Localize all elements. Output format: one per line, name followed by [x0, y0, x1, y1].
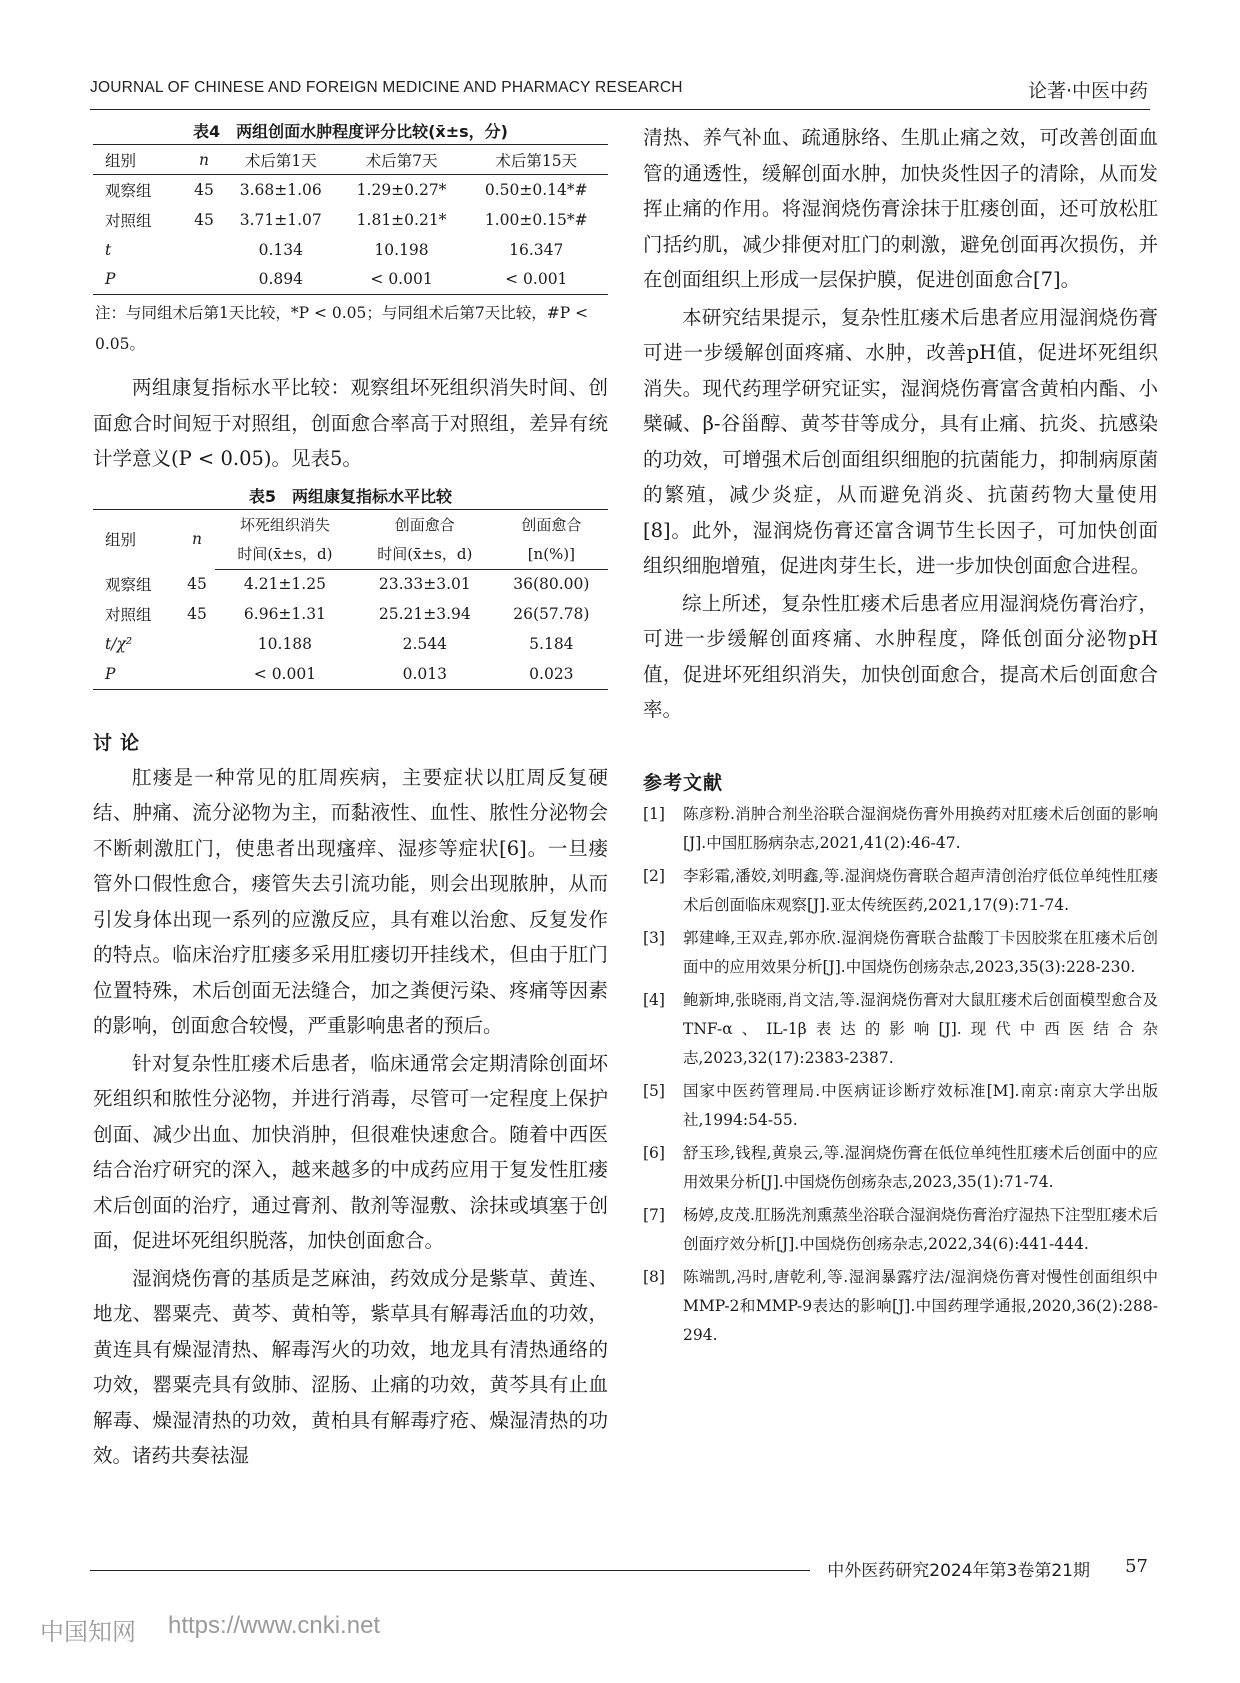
reference-number: [7]: [643, 1205, 665, 1224]
table-cell: 0.134: [258, 240, 303, 259]
table-row: [93, 659, 608, 689]
table-5-header-cell: 创面愈合: [521, 515, 582, 534]
discussion-continued-paragraph: 清热、养气补血、疏通脉络、生肌止痛之效，可改善创面血管的通透性，缓解创面水肿，加快炎性因子的清除，从而发挥止痛的作用。将湿润烧伤膏涂抹于肛瘘创面，还可放松肛门括约肌，减少排便对肛门的刺激，避免创面再次损伤，并在创面组织上形成一层保护膜，促进创面愈合[7]。: [643, 126, 1158, 291]
reference-item: [643, 986, 1158, 1073]
table-5-header-cell: n: [192, 530, 202, 549]
table-4-header-cell: 组别: [93, 145, 185, 175]
reference-text: 李彩霜,潘姣,刘明鑫,等.湿润烧伤膏联合超声清创治疗低位单纯性肛瘘术后创面临床观察[J].亚太传统医药,2021,17(9):71-74.: [683, 866, 1158, 914]
table-cell: < 0.001: [253, 664, 317, 683]
table-cell: [179, 659, 215, 689]
table-cell: 对照组: [105, 211, 152, 230]
reference-number: [2]: [643, 866, 665, 885]
table-cell: 0.50±0.14*#: [484, 180, 588, 199]
table-cell: 4.21±1.25: [243, 575, 326, 594]
reference-text: 杨婷,皮茂.肛肠洗剂熏蒸坐浴联合湿润烧伤膏治疗湿热下注型肛瘘术后创面疗效分析[J].中国烧伤创疡杂志,2022,34(6):441-444.: [683, 1205, 1158, 1253]
table-cell: 16.347: [509, 240, 564, 259]
table-cell: < 0.001: [505, 270, 568, 289]
reference-number: [1]: [643, 804, 665, 823]
table-5-header-cell: 创面愈合: [394, 515, 455, 534]
table-cell: 6.96±1.31: [243, 605, 326, 623]
reference-text: 郭建峰,王双垚,郭亦欣.湿润烧伤膏联合盐酸丁卡因胶浆在肛瘘术后创面中的应用效果分析[J].中国烧伤创疡杂志,2023,35(3):228-230.: [683, 928, 1158, 976]
reference-number: [6]: [643, 1143, 665, 1162]
table-cell: 25.21±3.94: [378, 605, 471, 623]
table-cell: 3.71±1.07: [239, 210, 322, 229]
journal-name: JOURNAL OF CHINESE AND FOREIGN MEDICINE AND PHARMACY RESEARCH: [90, 79, 683, 96]
results-paragraph: 两组康复指标水平比较：观察组坏死组织消失时间、创面愈合时间短于对照组，创面愈合率高于对照组，差异有统计学意义(P < 0.05)。见表5。: [93, 376, 608, 470]
reference-text: 鲍新坤,张晓雨,肖文洁,等.湿润烧伤膏对大鼠肛瘘术后创面模型愈合及TNF-α、IL-1β表达的影响[J].现代中西医结合杂志,2023,32(17):2383-2387.: [683, 990, 1158, 1067]
reference-item: [643, 1139, 1158, 1197]
table-4-header-cell: 术后第15天: [465, 145, 608, 175]
reference-item: [643, 1201, 1158, 1259]
reference-number: [5]: [643, 1081, 665, 1100]
table-4-header-cell: n: [185, 145, 223, 175]
table-row: [93, 265, 608, 295]
references-heading: 参考文献: [643, 771, 724, 794]
table-row: [93, 235, 608, 265]
table-cell: 1.81±0.21*: [356, 210, 447, 229]
reference-text: 陈端凯,冯时,唐乾利,等.湿润暴露疗法/湿润烧伤膏对慢性创面组织中MMP-2和MMP-9表达的影响[J].中国药理学通报,2020,36(2):288-294.: [683, 1267, 1158, 1344]
table-5: [93, 485, 608, 690]
table-row: [93, 629, 608, 659]
discussion-heading: 讨论: [93, 731, 148, 754]
reference-item: [643, 924, 1158, 982]
footer-rule: [90, 1570, 810, 1571]
running-header: [90, 76, 1150, 110]
table-cell: 观察组: [105, 576, 152, 594]
reference-number: [8]: [643, 1267, 665, 1286]
table-5-header-cell: [n(%)]: [495, 539, 608, 569]
watermark-site: 中国知网: [40, 1618, 136, 1646]
table-cell: 5.184: [529, 635, 574, 653]
reference-text: 国家中医药管理局.中医病证诊断疗效标准[M].南京:南京大学出版社,1994:54-55.: [683, 1081, 1158, 1129]
table-5-header-cell: 时间(x̄±s，d): [355, 539, 495, 569]
table-5-header-cell: 组别: [105, 531, 137, 550]
table-cell: 23.33±3.01: [378, 575, 471, 594]
table-cell: 26(57.78): [513, 605, 590, 623]
table-cell: 45: [187, 605, 207, 623]
right-column: [643, 120, 1158, 1354]
table-cell: 10.188: [257, 635, 313, 653]
table-cell: 10.198: [374, 240, 429, 259]
table-cell: 45: [194, 210, 214, 229]
table-cell: 45: [187, 575, 207, 593]
table-4-header-cell: 术后第1天: [223, 145, 339, 175]
watermark-url: https://www.cnki.net: [168, 1612, 381, 1639]
reference-text: 舒玉珍,钱程,黄泉云,等.湿润烧伤膏在低位单纯性肛瘘术后创面中的应用效果分析[J].中国烧伤创疡杂志,2023,35(1):71-74.: [683, 1143, 1158, 1191]
table-4: [93, 120, 608, 360]
table-4-header-cell: 术后第7天: [339, 145, 465, 175]
table-row: [93, 599, 608, 629]
left-column: [93, 120, 608, 1474]
discussion-paragraph: 本研究结果提示，复杂性肛瘘术后患者应用湿润烧伤膏可进一步缓解创面疼痛、水肿，改善pH值，促进坏死组织消失。现代药理学研究证实，湿润烧伤膏富含黄柏内酯、小檗碱、β-谷甾醇、黄芩苷等成分，具有止痛、抗炎、抗感染的功效，可增强术后创面组织细胞的抗菌能力，抑制病原菌的繁殖，减少炎症，从而避免消炎、抗菌药物大量使用[8]。此外，湿润烧伤膏还富含调节生长因子，可加快创面组织细胞增殖，促进肉芽生长，进一步加快创面愈合进程。: [643, 305, 1158, 577]
table-cell: [185, 235, 223, 265]
table-cell: 3.68±1.06: [239, 180, 322, 199]
table-5-caption: 表5 两组康复指标水平比较: [248, 486, 453, 506]
table-cell: t: [105, 240, 112, 259]
table-cell: P: [105, 664, 116, 683]
table-5-header-cell: 时间(x̄±s，d): [215, 539, 355, 569]
table-cell: [185, 265, 223, 295]
reference-item: [643, 800, 1158, 858]
table-4-caption: 表4 两组创面水肿程度评分比较(x̄±s，分): [192, 122, 508, 141]
reference-item: [643, 1077, 1158, 1135]
footer-issue: 中外医药研究2024年第3卷第21期: [827, 1561, 1090, 1581]
discussion-paragraph: 肛瘘是一种常见的肛周疾病，主要症状以肛周反复硬结、肿痛、流分泌物为主，而黏液性、血性、脓性分泌物会不断刺激肛门，使患者出现瘙痒、湿疹等症状[6]。一旦瘘管外口假性愈合，瘘管失去引流功能，则会出现脓肿，从而引发身体出现一系列的应激反应，具有难以治愈、反复发作的特点。临床治疗肛瘘多采用肛瘘切开挂线术，但由于肛门位置特殊，术后创面无法缝合，加之粪便污染、疼痛等因素的影响，创面愈合较慢，严重影响患者的预后。: [93, 765, 608, 1037]
table-5-header-row: [93, 509, 608, 539]
table-row: [93, 205, 608, 235]
reference-number: [3]: [643, 928, 665, 947]
table-4-note: 注：与同组术后第1天比较，*P < 0.05；与同组术后第7天比较，#P < 0.05。: [95, 304, 589, 353]
table-cell: t/χ²: [105, 635, 133, 653]
table-4-header-row: [93, 145, 608, 175]
table-4-grid: [93, 144, 608, 295]
discussion-paragraph: 湿润烧伤膏的基质是芝麻油，药效成分是紫草、黄连、地龙、罂粟壳、黄芩、黄柏等，紫草具有解毒活血的功效，黄连具有燥湿清热、解毒泻火的功效，地龙具有清热通络的功效，罂粟壳具有敛肺、涩肠、止痛的功效，黄芩具有止血解毒、燥湿清热的功效，黄柏具有解毒疗疮、燥湿清热的功效。诸药共奏祛湿: [93, 1266, 608, 1467]
table-cell: 1.29±0.27*: [356, 180, 447, 199]
table-cell: 45: [194, 180, 214, 199]
table-cell: 0.894: [258, 270, 303, 289]
table-5-grid: [93, 509, 608, 690]
table-cell: 2.544: [402, 635, 447, 653]
table-cell: 1.00±0.15*#: [484, 210, 588, 229]
table-cell: 0.013: [402, 664, 447, 683]
discussion-paragraph: 针对复杂性肛瘘术后患者，临床通常会定期清除创面坏死组织和脓性分泌物，并进行消毒，尽管可一定程度上保护创面、减少出血、加快消肿，但很难快速愈合。随着中西医结合治疗研究的深入，越来越多的中成药应用于复发性肛瘘术后创面的治疗，通过膏剂、散剂等湿敷、涂抹或填塞于创面，促进坏死组织脱落，加快创面愈合。: [93, 1051, 608, 1252]
table-cell: 对照组: [105, 606, 152, 624]
references-list: [643, 800, 1158, 1350]
reference-number: [4]: [643, 990, 665, 1009]
table-cell: P: [105, 270, 116, 289]
reference-text: 陈彦粉.消肿合剂坐浴联合湿润烧伤膏外用换药对肛瘘术后创面的影响[J].中国肛肠病杂志,2021,41(2):46-47.: [683, 804, 1158, 852]
table-5-header-cell: 坏死组织消失: [239, 515, 330, 534]
table-cell: 观察组: [105, 181, 152, 200]
reference-item: [643, 1263, 1158, 1350]
table-row: [93, 175, 608, 205]
table-cell: < 0.001: [370, 270, 433, 289]
table-cell: 36(80.00): [513, 575, 590, 594]
table-cell: [179, 629, 215, 659]
table-row: [93, 569, 608, 599]
table-cell: 0.023: [529, 664, 574, 683]
reference-item: [643, 862, 1158, 920]
conclusion-paragraph: 综上所述，复杂性肛瘘术后患者应用湿润烧伤膏治疗，可进一步缓解创面疼痛、水肿程度，降低创面分泌物pH值，促进坏死组织消失，加快创面愈合，提高术后创面愈合率。: [643, 591, 1158, 721]
page-number: 57: [1125, 1556, 1148, 1577]
section-tag: 论著·中医中药: [1027, 80, 1148, 102]
